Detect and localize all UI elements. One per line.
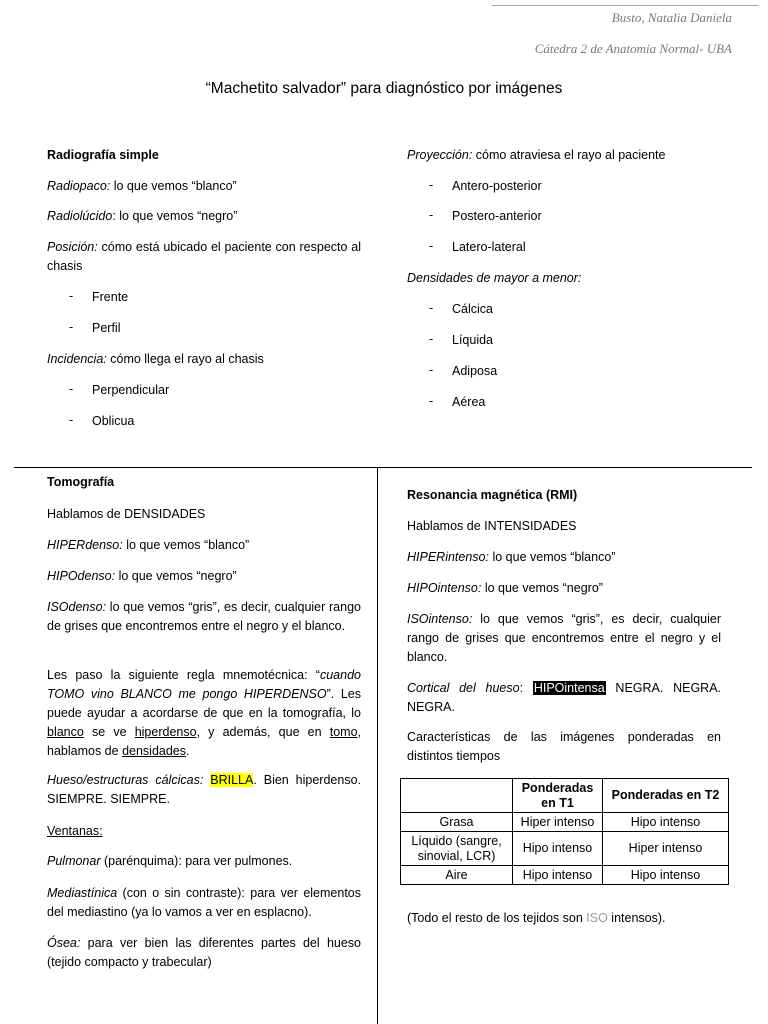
radiopaco-text: lo que vemos “blanco” [110, 179, 237, 193]
table-cell: Aire [401, 866, 513, 885]
table-header-cell: Ponderadas en T2 [603, 779, 729, 813]
table-cell: Líquido (sangre, sinovial, LCR) [401, 832, 513, 866]
mediastinica-term: Mediastínica [47, 886, 118, 900]
list-dash: - [429, 363, 434, 377]
radiolucido-term: Radiolúcido [47, 209, 113, 223]
hiperdenso-term: HIPERdenso: [47, 538, 123, 552]
header-rule [492, 5, 758, 6]
table-cell: Hiper intenso [513, 813, 603, 832]
table-cell: Hipo intenso [603, 866, 729, 885]
incidencia-definition [47, 350, 264, 369]
ponderadas-table [400, 778, 729, 885]
section-divider-horizontal [14, 467, 752, 468]
list-item: Perpendicular [92, 383, 170, 397]
radiopaco-term: Radiopaco: [47, 179, 111, 193]
table-row [401, 813, 729, 832]
table-row [401, 866, 729, 885]
hipodenso-term: HIPOdenso: [47, 569, 116, 583]
table-cell: Grasa [401, 813, 513, 832]
iso-keyword: ISO [586, 911, 608, 925]
regla-keyword-tomo: tomo [329, 725, 358, 739]
list-item: Aérea [452, 395, 486, 409]
cortical-definition [407, 679, 721, 717]
regla-text: . [186, 744, 190, 758]
ventanas-heading: Ventanas: [47, 824, 103, 838]
regla-text: ”. Les puede ayudar a acordarse de que en la tomografía, lo [47, 687, 362, 720]
mediastinica-definition [47, 884, 361, 922]
hiperintenso-text: lo que vemos “blanco” [488, 550, 616, 564]
regla-mnemotecnica [47, 666, 361, 761]
radiolucido-definition [47, 207, 237, 226]
hipointenso-definition [407, 579, 603, 598]
tomografia-heading: Tomografía [47, 475, 115, 489]
table-header-cell: Ponderadas en T1 [513, 779, 603, 813]
resto-text: intensos). [607, 911, 666, 925]
regla-keyword-densidades: densidades [122, 744, 187, 758]
cortical-term: Cortical del hueso [407, 681, 520, 695]
list-dash: - [69, 289, 74, 303]
list-dash: - [429, 239, 434, 253]
list-dash: - [429, 208, 434, 222]
radiopaco-definition [47, 177, 237, 196]
hueso-term: Hueso/estructuras cálcicas: [47, 773, 204, 787]
regla-keyword-blanco: blanco [47, 725, 84, 739]
osea-definition [47, 934, 361, 972]
resto-tejidos-note [407, 909, 666, 928]
table-cell: Hiper intenso [603, 832, 729, 866]
list-item: Cálcica [452, 302, 493, 316]
hiperintenso-term: HIPERintenso: [407, 550, 489, 564]
list-item: Perfil [92, 321, 121, 335]
list-item: Frente [92, 290, 129, 304]
osea-term: Ósea: [47, 936, 81, 950]
list-item: Oblicua [92, 414, 135, 428]
list-dash: - [69, 320, 74, 334]
hipointenso-term: HIPOintenso: [407, 581, 482, 595]
list-dash: - [69, 413, 74, 427]
list-item: Antero-posterior [452, 179, 542, 193]
brilla-highlight: BRILLA [210, 773, 254, 787]
densidades-heading: Densidades de mayor a menor: [407, 271, 582, 285]
posicion-definition [47, 238, 361, 276]
proyeccion-text: cómo atraviesa el rayo al paciente [472, 148, 666, 162]
cortical-text: NEGRA. NEGRA. NEGRA. [407, 681, 722, 714]
resonancia-intro: Hablamos de INTENSIDADES [407, 519, 577, 533]
regla-text: , y además, que en [196, 725, 330, 739]
list-dash: - [429, 301, 434, 315]
isointenso-text: lo que vemos “gris”, es decir, cualquier rango de grises que encontremos entre el negro y el blanco. [407, 612, 721, 664]
isodenso-text: lo que vemos “gris”, es decir, cualquier rango de grises que encontremos entre el negro y el blanco. [47, 600, 361, 633]
regla-keyword-hiperdenso: hiperdenso [134, 725, 197, 739]
page-title: “Machetito salvador” para diagnóstico por imágenes [205, 80, 563, 97]
list-item: Postero-anterior [452, 209, 542, 223]
isodenso-definition [47, 598, 361, 636]
proyeccion-term: Proyección: [407, 148, 473, 162]
isointenso-definition [407, 610, 721, 667]
pulmonar-definition [47, 852, 292, 871]
incidencia-term: Incidencia: [47, 352, 107, 366]
hiperdenso-text: lo que vemos “blanco” [122, 538, 250, 552]
table-header-cell [401, 779, 513, 813]
resonancia-heading: Resonancia magnética (RMI) [407, 488, 578, 502]
hiperdenso-definition [47, 536, 249, 555]
section-divider-vertical [377, 467, 378, 1024]
mediastinica-text: (con o sin contraste): para ver elementos del mediastino (ya lo vamos a ver en esplacno). [47, 886, 361, 919]
list-dash: - [429, 394, 434, 408]
table-cell: Hipo intenso [603, 813, 729, 832]
header-author: Busto, Natalia Daniela [611, 10, 732, 25]
table-row [401, 832, 729, 866]
list-dash: - [429, 332, 434, 346]
regla-text: , hablamos de [47, 725, 362, 758]
isointenso-term: ISOintenso: [407, 612, 473, 626]
table-cell: Hipo intenso [513, 866, 603, 885]
posicion-text: cómo está ubicado el paciente con respecto al chasis [47, 240, 361, 273]
hipodenso-definition [47, 567, 237, 586]
regla-text: Les paso la siguiente regla mnemotécnica: “ [47, 668, 320, 682]
radiolucido-text: : lo que vemos “negro” [112, 209, 238, 223]
cortical-colon: : [519, 681, 533, 695]
list-item: Latero-lateral [452, 240, 526, 254]
resto-text: (Todo el resto de los tejidos son [407, 911, 587, 925]
header-chair: Cátedra 2 de Anatomia Normal- UBA [534, 41, 732, 56]
tomografia-intro: Hablamos de DENSIDADES [47, 507, 206, 521]
osea-text: para ver bien las diferentes partes del hueso (tejido compacto y trabecular) [47, 936, 361, 969]
radiografia-heading: Radiografía simple [47, 148, 159, 162]
table-cell: Hipo intenso [513, 832, 603, 866]
regla-quote: cuando TOMO vino BLANCO me pongo HIPERDENSO [47, 668, 361, 701]
hueso-text: . Bien hiperdenso. SIEMPRE. SIEMPRE. [47, 773, 361, 806]
pulmonar-text: (parénquima): para ver pulmones. [100, 854, 293, 868]
incidencia-text: cómo llega el rayo al chasis [106, 352, 264, 366]
table-header-row [401, 779, 729, 813]
hipointenso-text: lo que vemos “negro” [481, 581, 603, 595]
list-item: Líquida [452, 333, 494, 347]
hueso-definition [47, 771, 361, 809]
proyeccion-definition [407, 146, 665, 165]
list-item: Adiposa [452, 364, 498, 378]
caracteristicas-text: Características de las imágenes ponderadas en distintos tiempos [407, 730, 721, 763]
list-dash: - [429, 178, 434, 192]
hipointensa-highlight: HIPOintensa [533, 681, 605, 695]
isodenso-term: ISOdenso: [47, 600, 107, 614]
list-dash: - [69, 382, 74, 396]
regla-text: se ve [83, 725, 135, 739]
posicion-term: Posición: [47, 240, 98, 254]
pulmonar-term: Pulmonar [47, 854, 101, 868]
hipodenso-text: lo que vemos “negro” [115, 569, 237, 583]
hiperintenso-definition [407, 548, 615, 567]
